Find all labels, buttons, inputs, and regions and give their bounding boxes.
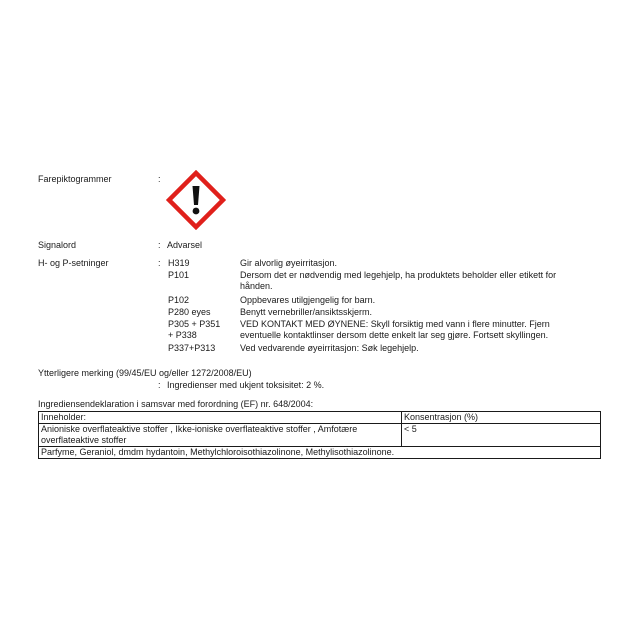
ingredient-list-cell: Parfyme, Geraniol, dmdm hydantoin, Methylchloroisothiazolinone, Methylisothiazolinone.	[39, 447, 601, 459]
statement-code: P305 + P351 + P338	[168, 319, 221, 340]
statement-text: Benytt vernebriller/ansiktsskjerm.	[240, 307, 373, 317]
hp-colon: :	[158, 258, 161, 268]
signal-value: Advarsel	[167, 240, 203, 250]
statement-text: Dersom det er nødvendig med legehjelp, ha produktets beholder eller etikett for hånden.	[240, 270, 557, 291]
statement-code: H319	[168, 258, 190, 268]
statement-text: Oppbevares utilgjengelig for barn.	[240, 295, 376, 305]
statement-code: P280 eyes	[168, 307, 211, 317]
hp-label: H- og P-setninger	[38, 258, 109, 268]
statement-text: Gir alvorlig øyeirritasjon.	[240, 258, 338, 268]
ingredient-concentration-cell: < 5	[402, 424, 601, 447]
exclamation-mark-diamond-icon	[166, 170, 226, 230]
signal-label: Signalord	[38, 240, 77, 250]
ingredients-table	[38, 411, 601, 459]
column-header-contains: Inneholder:	[39, 412, 402, 424]
column-header-concentration: Konsentrasjon (%)	[402, 412, 601, 424]
table-row	[39, 424, 601, 447]
statement-code: P101	[168, 270, 190, 280]
ingredients-heading: Ingrediensendeklaration i samsvar med forordning (EF) nr. 648/2004:	[38, 399, 314, 409]
table-row	[39, 412, 601, 424]
signal-colon: :	[158, 240, 161, 250]
additional-colon: :	[158, 380, 161, 390]
statement-text: Ved vedvarende øyeirritasjon: Søk legehjelp.	[240, 343, 419, 353]
statement-text: VED KONTAKT MED ØYNENE: Skyll forsiktig med vann i flere minutter. Fjern eventuelle kontaktlinser dersom dette enkelt lar seg gjøre. Fortsett skyllingen.	[240, 319, 550, 340]
pictogram-colon: :	[158, 174, 161, 184]
additional-text: Ingredienser med ukjent toksisitet: 2 %.	[167, 380, 325, 390]
statement-code: P337+P313	[168, 343, 216, 353]
pictogram-label: Farepiktogrammer	[38, 174, 112, 184]
table-row	[39, 447, 601, 459]
ingredient-name-cell: Anioniske overflateaktive stoffer , Ikke-ioniske overflateaktive stoffer , Amfotære overflateaktive stoffer	[39, 424, 402, 447]
additional-heading: Ytterligere merking (99/45/EU og/eller 1272/2008/EU)	[38, 368, 252, 378]
statement-code: P102	[168, 295, 190, 305]
